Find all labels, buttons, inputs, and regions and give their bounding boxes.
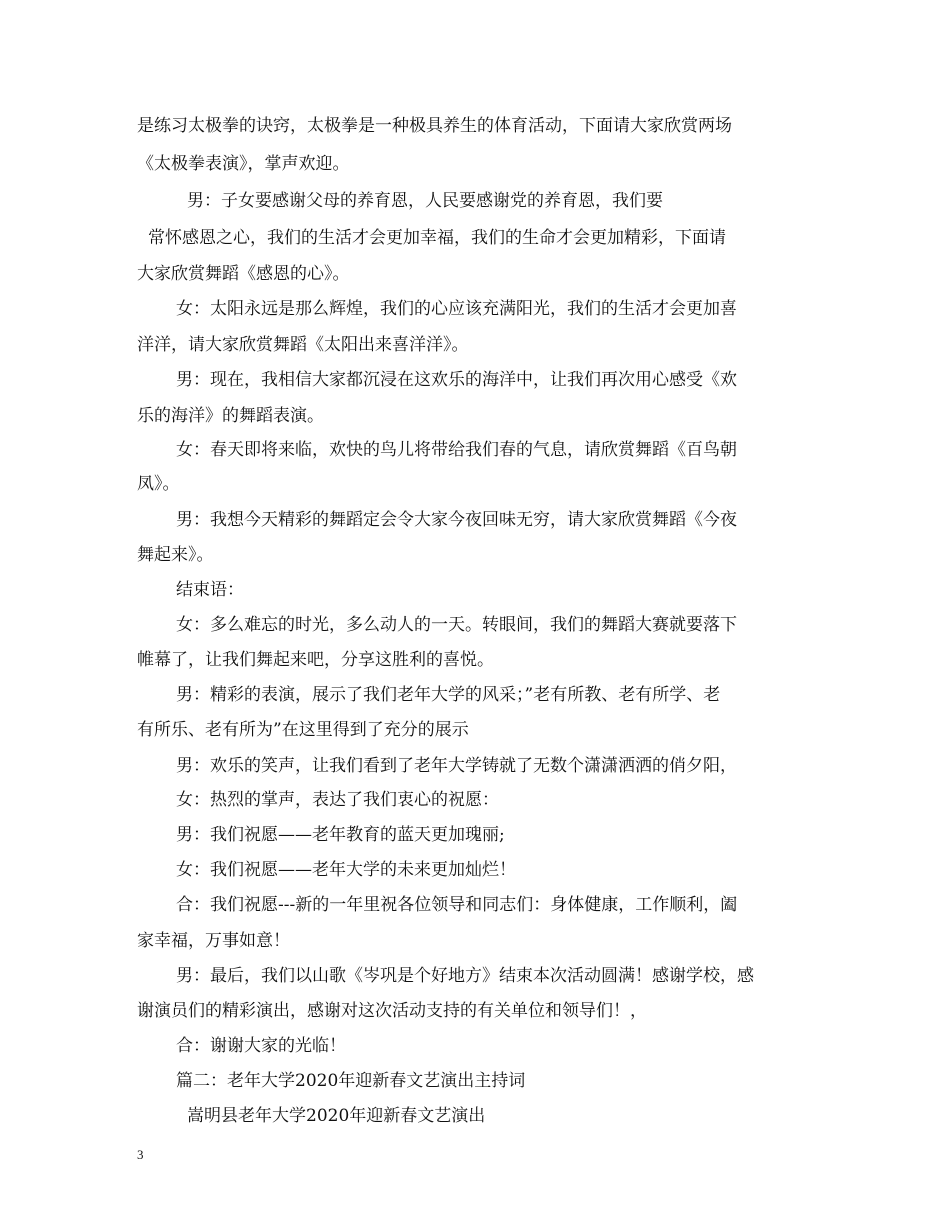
text-line: 女：多么难忘的时光，多么动人的一天。转眼间，我们的舞蹈大赛就要落下 (176, 615, 737, 635)
text-line: 有所乐、老有所为”在这里得到了充分的展示 (137, 720, 469, 740)
text-line: 凤》。 (137, 474, 180, 494)
text-line: 常怀感恩之心，我们的生活才会更加幸福，我们的生命才会更加精彩，下面请 (148, 228, 726, 248)
text-line: 男：最后，我们以山歌《岑巩是个好地方》结束本次活动圆满！感谢学校，感 (176, 966, 754, 986)
text-line: 女：太阳永远是那么辉煌，我们的心应该充满阳光，我们的生活才会更加喜 (176, 299, 737, 319)
text-line: 大家欣赏舞蹈《感恩的心》。 (137, 264, 350, 284)
text-line: 家幸福，万事如意！ (137, 931, 290, 951)
text-line: 男：欢乐的笑声，让我们看到了老年大学铸就了无数个潇潇洒洒的俏夕阳， (176, 756, 737, 776)
text-line: 女：我们祝愿——老年大学的未来更加灿烂！ (176, 860, 516, 880)
text-line: 乐的海洋》的舞蹈表演。 (137, 406, 324, 426)
text-line: 合：谢谢大家的光临！ (176, 1036, 346, 1056)
text-line: 《太极拳表演》，掌声欢迎。 (137, 154, 350, 174)
text-line: 女：春天即将来临，欢快的鸟儿将带给我们春的气息，请欣赏舞蹈《百鸟朝 (176, 440, 737, 460)
text-line: 女：热烈的掌声，表达了我们衷心的祝愿： (176, 790, 499, 810)
text-line: 合：我们祝愿---新的一年里祝各位领导和同志们：身体健康，工作顺利，阖 (176, 895, 738, 915)
text-line: 男：精彩的表演，展示了我们老年大学的风采；”老有所教、老有所学、老 (176, 685, 721, 705)
text-line: 嵩明县老年大学2020年迎新春文艺演出 (187, 1106, 486, 1126)
text-line: 谢演员们的精彩演出，感谢对这次活动支持的有关单位和领导们！， (137, 1001, 647, 1021)
text-line: 篇二：老年大学2020年迎新春文艺演出主持词 (176, 1071, 526, 1091)
text-line: 洋洋，请大家欣赏舞蹈《太阳出来喜洋洋》。 (137, 335, 469, 355)
text-line: 男：子女要感谢父母的养育恩，人民要感谢党的养育恩，我们要 (187, 191, 663, 211)
text-line: 男：现在，我相信大家都沉浸在这欢乐的海洋中，让我们再次用心感受《欢 (176, 370, 737, 390)
text-line: 结束语： (176, 580, 244, 600)
text-line: 帷幕了，让我们舞起来吧，分享这胜利的喜悦。 (137, 650, 494, 670)
page-number: 3 (137, 1147, 144, 1162)
text-line: 男：我们祝愿——老年教育的蓝天更加瑰丽; (176, 825, 505, 845)
text-line: 舞起来》。 (137, 545, 214, 565)
text-line: 是练习太极拳的诀窍，太极拳是一种极具养生的体育活动，下面请大家欣赏两场 (137, 116, 732, 136)
text-line: 男：我想今天精彩的舞蹈定会令大家今夜回味无穷，请大家欣赏舞蹈《今夜 (176, 510, 737, 530)
